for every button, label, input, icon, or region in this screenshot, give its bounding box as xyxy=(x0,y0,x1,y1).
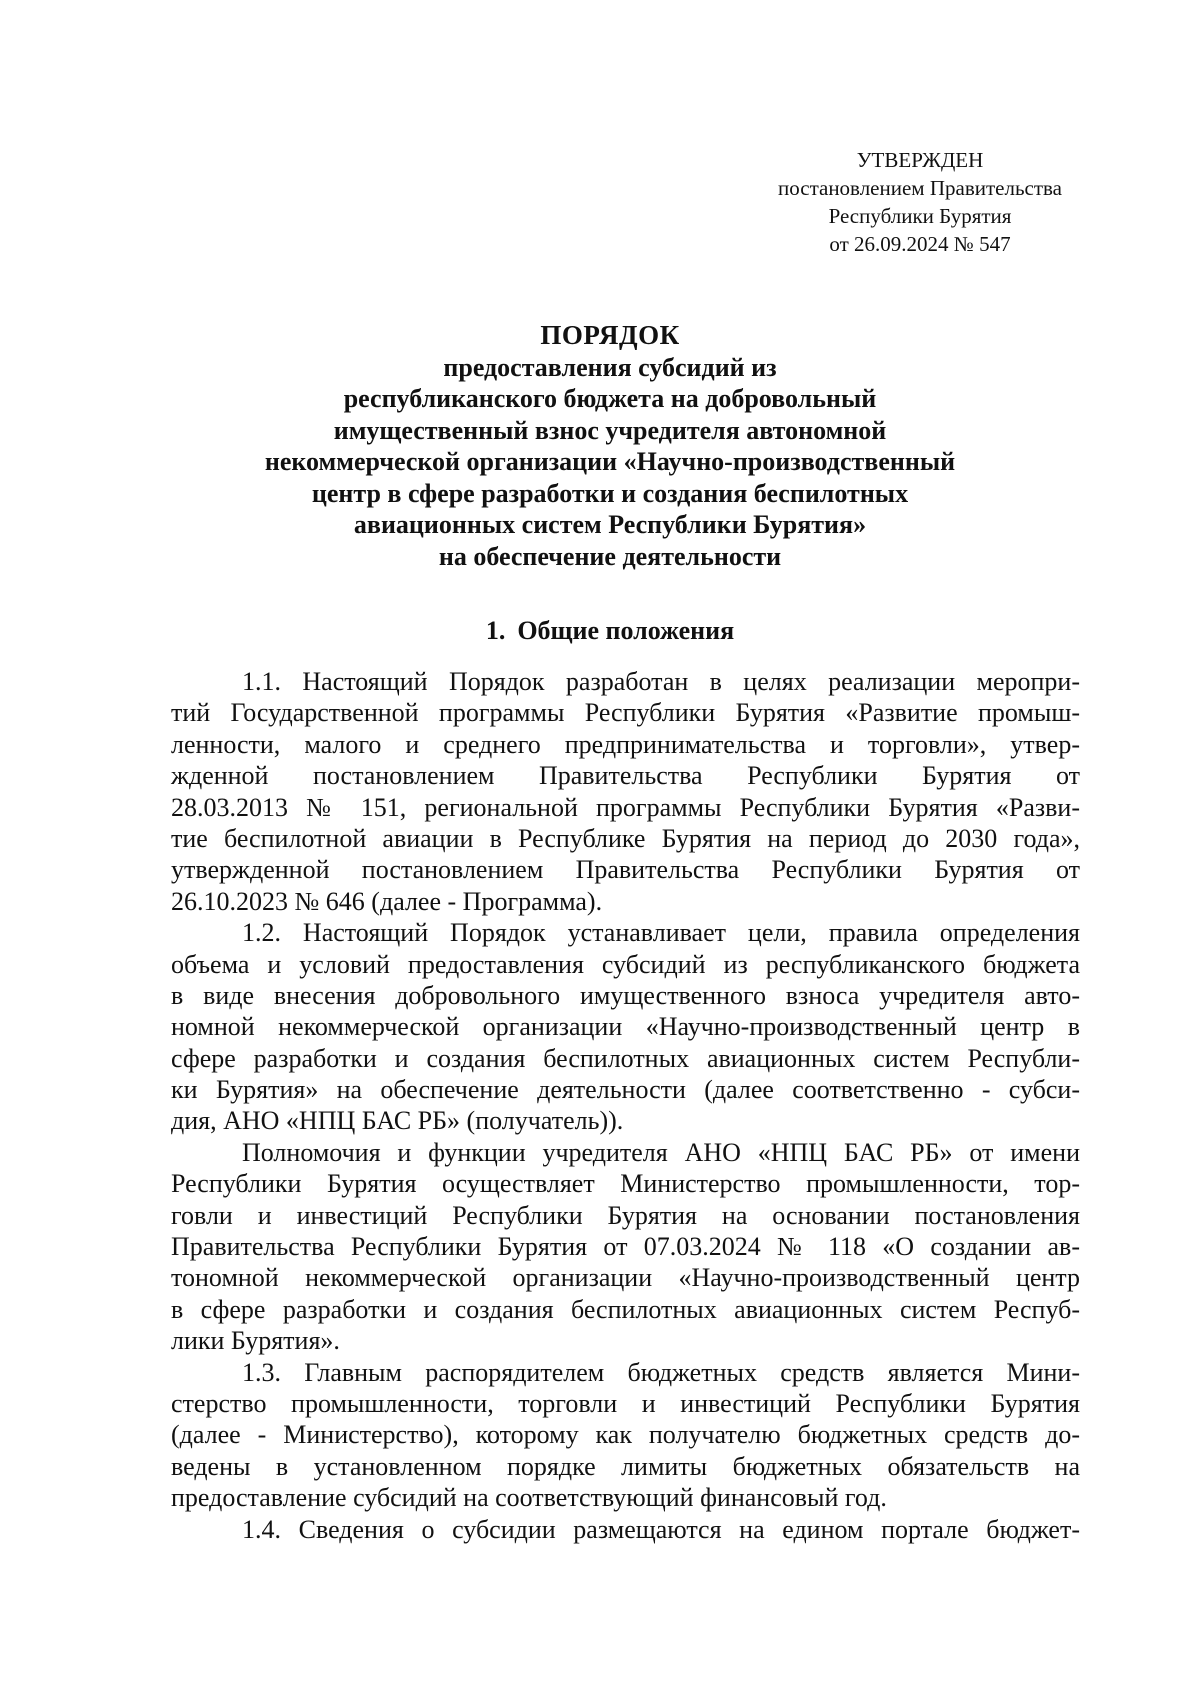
paragraph-line: Полномочия и функции учредителя АНО «НПЦ БАС РБ» от имени xyxy=(242,1137,1080,1167)
paragraph-line: лики Бурятия». xyxy=(171,1326,340,1356)
paragraph-line: говли и инвестиций Республики Бурятия на основании постановления xyxy=(171,1200,1080,1230)
paragraph-line: предоставление субсидий на соответствующий финансовый год. xyxy=(171,1483,887,1513)
paragraph-line: 26.10.2023 № 646 (далее - Программа). xyxy=(171,886,603,916)
approval-stamp xyxy=(740,146,1100,258)
approval-line-3: Республики Бурятия xyxy=(828,204,1012,228)
paragraph-line: 1.4. Сведения о субсидии размещаются на едином портале бюджет- xyxy=(242,1514,1080,1544)
paragraph-line: ленности, малого и среднего предпринимательства и торговли», утвер- xyxy=(171,729,1080,759)
paragraph-line: в сфере разработки и создания беспилотных авиационных систем Респуб- xyxy=(171,1294,1080,1324)
paragraph-line: ки Бурятия» на обеспечение деятельности (далее соответственно - субси- xyxy=(171,1075,1080,1105)
paragraph-line: Правительства Республики Бурятия от 07.03.2024 № 118 «О создании ав- xyxy=(171,1232,1080,1262)
approval-line-2: постановлением Правительства xyxy=(777,176,1062,200)
body-text xyxy=(171,666,1080,1545)
title-line: республиканского бюджета на добровольный xyxy=(343,384,877,413)
title-line: предоставления субсидий из xyxy=(443,352,777,382)
paragraph-p1-2 xyxy=(171,917,1080,1137)
paragraph-line: номной некоммерческой организации «Научно-производственный центр в xyxy=(171,1012,1080,1042)
title-line: имущественный взнос учредителя автономной xyxy=(333,415,887,445)
paragraph-line: 1.3. Главным распорядителем бюджетных средств является Мини- xyxy=(242,1357,1080,1387)
section-number: 1. xyxy=(485,616,506,645)
title-main: ПОРЯДОК xyxy=(540,320,680,350)
paragraph-line: Республики Бурятия осуществляет Министерство промышленности, тор- xyxy=(171,1169,1080,1199)
paragraph-line: тономной некоммерческой организации «Научно-производственный центр xyxy=(171,1263,1080,1293)
paragraph-line: утвержденной постановлением Правительства Республики Бурятия от xyxy=(171,855,1080,885)
paragraph-p1-4 xyxy=(171,1514,1080,1545)
section-heading xyxy=(160,615,1060,647)
paragraph-line: объема и условий предоставления субсидий из республиканского бюджета xyxy=(171,949,1080,979)
title-line: авиационных систем Республики Бурятия» xyxy=(353,510,867,539)
approval-line-4: от 26.09.2024 № 547 xyxy=(829,232,1011,256)
paragraph-line: (далее - Министерство), которому как получателю бюджетных средств до- xyxy=(171,1420,1080,1450)
paragraph-line: в виде внесения добровольного имущественного взноса учредителя авто- xyxy=(171,980,1080,1010)
document-title xyxy=(160,320,1060,572)
paragraph-line: тий Государственной программы Республики Бурятия «Развитие промыш- xyxy=(171,698,1080,728)
paragraph-line: ведены в установленном порядке лимиты бюджетных обязательств на xyxy=(171,1451,1080,1481)
paragraph-line: жденной постановлением Правительства Республики Бурятия от xyxy=(171,761,1080,791)
title-line: центр в сфере разработки и создания беспилотных xyxy=(311,478,909,508)
paragraph-p1-3 xyxy=(171,1357,1080,1514)
paragraph-line: 28.03.2013 № 151, региональной программы Республики Бурятия «Разви- xyxy=(171,792,1080,822)
paragraph-line: стерство промышленности, торговли и инвестиций Республики Бурятия xyxy=(171,1388,1080,1418)
approval-line-1: УТВЕРЖДЕН xyxy=(856,148,984,172)
paragraph-p1-2b xyxy=(171,1137,1080,1357)
paragraph-p1-1 xyxy=(171,666,1080,917)
title-line: на обеспечение деятельности xyxy=(438,541,782,571)
title-line: некоммерческой организации «Научно-производственный xyxy=(264,447,956,476)
paragraph-line: дия, АНО «НПЦ БАС РБ» (получатель)). xyxy=(171,1106,624,1136)
paragraph-line: 1.1. Настоящий Порядок разработан в целях реализации меропри- xyxy=(242,667,1080,696)
paragraph-line: тие беспилотной авиации в Республике Бурятия на период до 2030 года», xyxy=(171,823,1080,853)
paragraph-line: 1.2. Настоящий Порядок устанавливает цели, правила определения xyxy=(242,918,1080,948)
section-title: Общие положения xyxy=(517,616,735,645)
paragraph-line: сфере разработки и создания беспилотных авиационных систем Республи- xyxy=(171,1043,1080,1073)
